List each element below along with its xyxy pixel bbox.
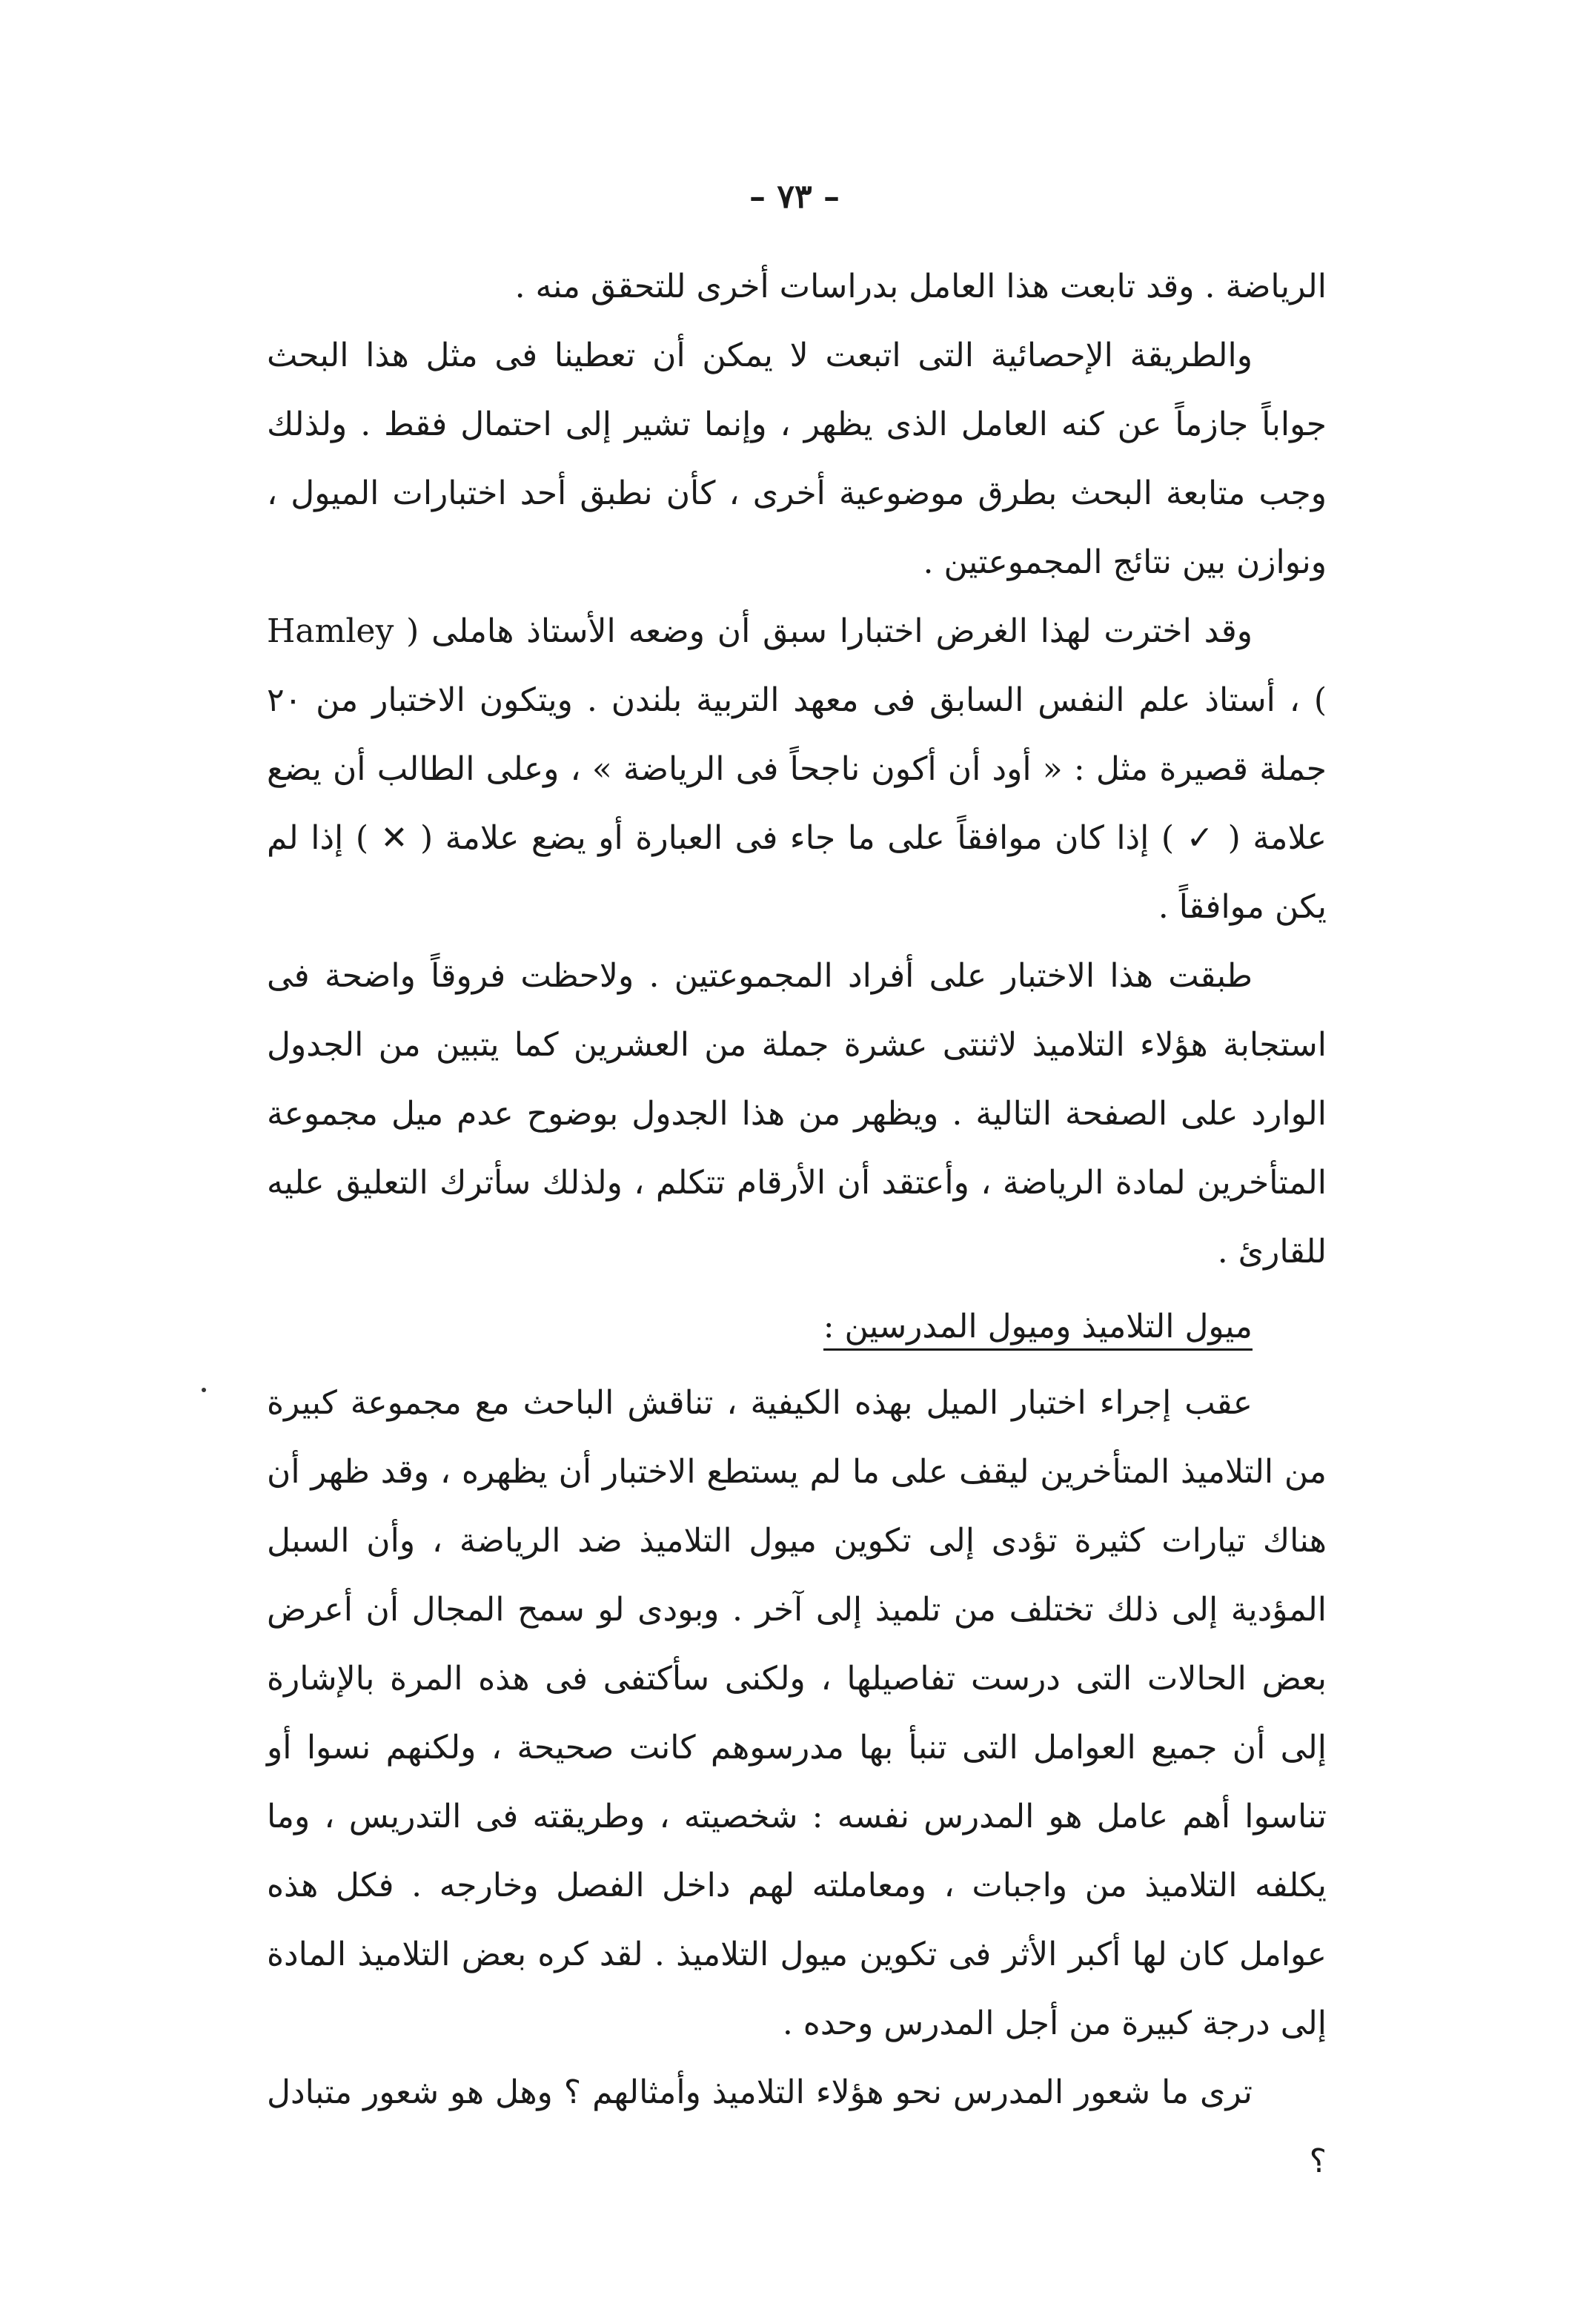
page-number: – ٧٣ –	[749, 178, 840, 216]
paragraph-2: والطريقة الإحصائية التى اتبعت لا يمكن أن تعطينا فى مثل هذا البحث جواباً جازماً عن كنه العامل الذى يظهر ، وإنما تشير إلى احتمال فقط . ولذلك وجب متابعة البحث بطرق موضوعية أخرى ، كأن نطبق أحد اختبارات الميول ، ونوازن بين نتائج المجموعتين .	[267, 337, 1327, 581]
body-text	[267, 252, 1327, 2196]
section-heading: ميول التلاميذ وميول المدرسين :	[823, 1308, 1253, 1351]
paragraph-6: ترى ما شعور المدرس نحو هؤلاء التلاميذ وأمثالهم ؟ وهل هو شعور متبادل ؟	[267, 2073, 1327, 2180]
paragraph-5: عقب إجراء اختبار الميل بهذه الكيفية ، تناقش الباحث مع مجموعة كبيرة من التلاميذ المتأخرين ليقف على ما لم يستطع الاختبار أن يظهره ، وقد ظهر أن هناك تيارات كثيرة تؤدى إلى تكوين ميول التلاميذ ضد الرياضة ، وأن السبل المؤدية إلى ذلك تختلف من تلميذ إلى آخر . وبودى لو سمح المجال أن أعرض بعض الحالات التى درست تفاصيلها ، ولكنى سأكتفى فى هذه المرة بالإشارة إلى أن جميع العوامل التى تنبأ بها مدرسوهم كانت صحيحة ، ولكنهم نسوا أو تناسوا أهم عامل هو المدرس نفسه : شخصيته ، وطريقته فى التدريس ، وما يكلفه التلاميذ من واجبات ، ومعاملته لهم داخل الفصل وخارجه . فكل هذه عوامل كان لها أكبر الأثر فى تكوين ميول التلاميذ . لقد كره بعض التلاميذ المادة إلى درجة كبيرة من أجل المدرس وحده .	[267, 1384, 1327, 2042]
stray-ink-mark	[202, 1388, 206, 1392]
paragraph-3: وقد اخترت لهذا الغرض اختبارا سبق أن وضعه الأستاذ هاملى ( Hamley ) ، أستاذ علم النفس السابق فى معهد التربية بلندن . ويتكون الاختبار من ٢٠ جملة قصيرة مثل : « أود أن أكون ناجحاً فى الرياضة » ، وعلى الطالب أن يضع علامة ( ✓ ) إذا كان موافقاً على ما جاء فى العبارة أو يضع علامة ( ✕ ) إذا لم يكن موافقاً .	[267, 612, 1327, 926]
paragraph-1: الرياضة . وقد تابعت هذا العامل بدراسات أخرى للتحقق منه .	[514, 268, 1327, 305]
section-heading-wrapper	[267, 1292, 1327, 1361]
paragraph-4: طبقت هذا الاختبار على أفراد المجموعتين . ولاحظت فروقاً واضحة فى استجابة هؤلاء التلاميذ لاثنتى عشرة جملة من العشرين كما يتبين من الجدول الوارد على الصفحة التالية . ويظهر من هذا الجدول بوضوح عدم ميل مجموعة المتأخرين لمادة الرياضة ، وأعتقد أن الأرقام تتكلم ، ولذلك سأترك التعليق عليه للقارئ .	[267, 957, 1327, 1271]
